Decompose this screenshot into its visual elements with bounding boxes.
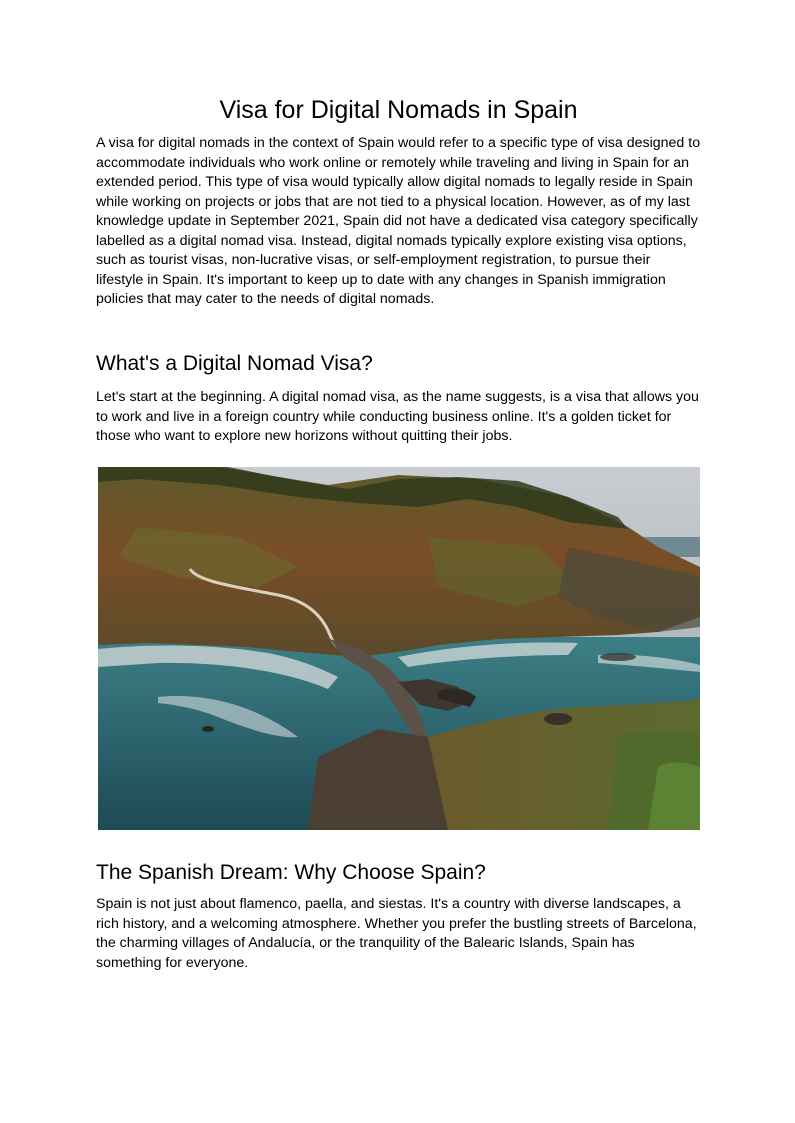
section-body-why-spain: Spain is not just about flamenco, paella, and siestas. It's a country with diverse landscapes, a rich history, and a welcoming atmosphere. Whether you prefer the bustling streets of Barcelona, the charming villages of Andalucía, or the tranquility of the Balearic Islands, Spain has something for everyone. <box>96 896 697 971</box>
section-heading-digital-nomad-visa: What's a Digital Nomad Visa? <box>96 352 373 375</box>
document-title: Visa for Digital Nomads in Spain <box>219 96 578 124</box>
coastal-landscape-photo <box>98 467 700 830</box>
section-body-digital-nomad-visa: Let's start at the beginning. A digital nomad visa, as the name suggests, is a visa that allows you to work and live in a foreign country while conducting business online. It's a golden ticket for those who want to explore new horizons without quitting their jobs. <box>96 389 699 444</box>
intro-paragraph: A visa for digital nomads in the context of Spain would refer to a specific type of visa designed to accommodate individuals who work online or remotely while traveling and living in Spain for an extended period. This type of visa would typically allow digital nomads to legally reside in Spain while working on projects or jobs that are not tied to a physical location. However, as of my last knowledge update in September 2021, Spain did not have a dedicated visa category specifically labelled as a digital nomad visa. Instead, digital nomads typically explore existing visa options, such as tourist visas, non-lucrative visas, or self-employment registration, to pursue their lifestyle in Spain. It's important to keep up to date with any changes in Spanish immigration policies that may cater to the needs of digital nomads. <box>96 135 701 307</box>
section-heading-why-spain: The Spanish Dream: Why Choose Spain? <box>96 861 486 884</box>
